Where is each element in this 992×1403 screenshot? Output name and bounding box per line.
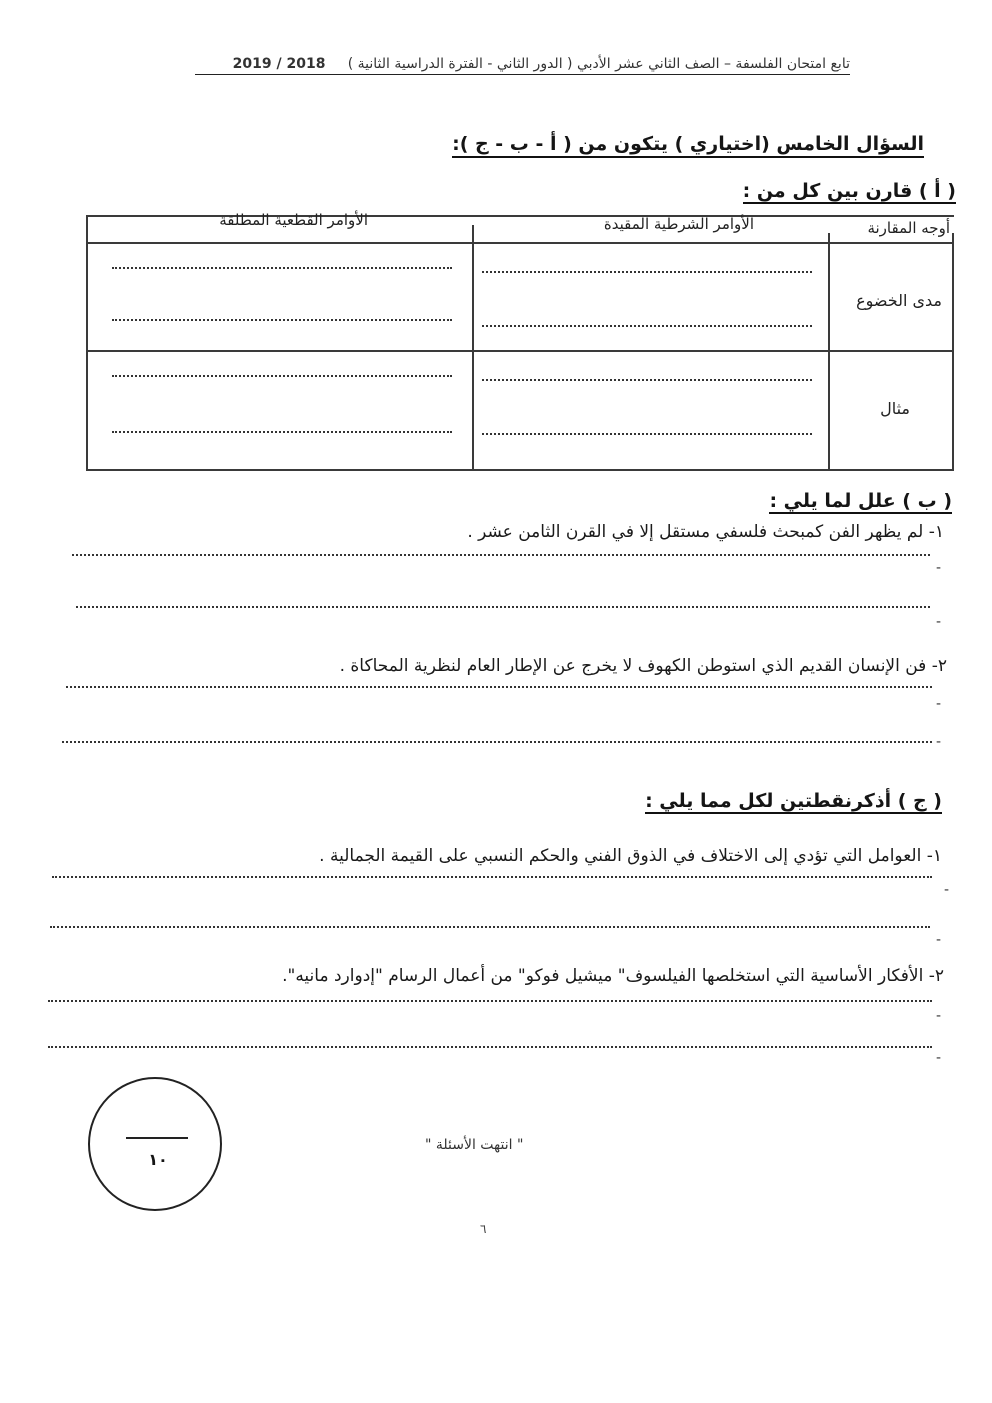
answer-line[interactable] xyxy=(482,325,812,327)
table-header-aspects: أوجه المقارنة xyxy=(867,219,950,237)
part-c-item-2: ٢- الأفكار الأساسية التي استخلصها الفيلسوف" ميشيل فوكو" من أعمال الرسام "إدوارد مانيه". xyxy=(282,966,944,986)
answer-line[interactable] xyxy=(112,375,452,377)
answer-line[interactable] xyxy=(482,433,812,435)
answer-line[interactable] xyxy=(52,876,932,878)
exam-header xyxy=(195,56,850,75)
question-5-title: السؤال الخامس (اختياري ) يتكون من ( أ - ب - ج ): xyxy=(452,133,924,158)
score-total: ١٠ xyxy=(148,1150,168,1169)
line-end-mark: - xyxy=(936,696,942,712)
part-a-heading: ( أ ) قارن بين كل من : xyxy=(742,180,956,202)
exam-header-text: تابع امتحان الفلسفة – الصف الثاني عشر الأدبي ( الدور الثاني - الفترة الدراسية الثانية ) xyxy=(347,56,850,72)
line-end-mark: - xyxy=(944,882,950,898)
page-number: ٦ xyxy=(480,1222,487,1236)
answer-line[interactable] xyxy=(112,319,452,321)
part-b-item-1: ١- لم يظهر الفن كمبحث فلسفي مستقل إلا في القرن الثامن عشر . xyxy=(467,522,944,542)
answer-line[interactable] xyxy=(66,686,932,688)
answer-line[interactable] xyxy=(48,1046,932,1048)
part-b-heading: ( ب ) علل لما يلي : xyxy=(769,490,952,512)
answer-line[interactable] xyxy=(48,1000,932,1002)
table-row-label-submission: مدى الخضوع xyxy=(856,291,942,310)
line-end-mark: - xyxy=(936,560,942,576)
line-end-mark: - xyxy=(936,1008,942,1024)
score-fraction-bar xyxy=(126,1137,188,1139)
table-header-conditional-commands: الأوامر الشرطية المقيدة xyxy=(603,215,754,233)
answer-line[interactable] xyxy=(112,267,452,269)
comparison-table xyxy=(86,211,954,471)
part-c-heading: ( ج ) أذكرنقطتين لكل مما يلي : xyxy=(645,790,942,812)
line-end-mark: - xyxy=(936,614,942,630)
answer-line[interactable] xyxy=(482,379,812,381)
answer-line[interactable] xyxy=(482,271,812,273)
line-end-mark: - xyxy=(936,1050,942,1066)
part-c-item-1: ١- العوامل التي تؤدي إلى الاختلاف في الذوق الفني والحكم النسبي على القيمة الجمالية . xyxy=(319,846,942,866)
score-circle xyxy=(88,1077,222,1211)
part-b-item-2: ٢- فن الإنسان القديم الذي استوطن الكهوف لا يخرج عن الإطار العام لنظرية المحاكاة . xyxy=(339,656,947,676)
line-end-mark: - xyxy=(936,734,942,750)
answer-line[interactable] xyxy=(50,926,930,928)
table-row-label-example: مثال xyxy=(880,399,910,418)
answer-line[interactable] xyxy=(76,606,930,608)
line-end-mark: - xyxy=(936,932,942,948)
end-of-questions: " انتهت الأسئلة " xyxy=(425,1137,524,1153)
exam-year: 2018 / 2019 xyxy=(232,56,326,72)
answer-line[interactable] xyxy=(112,431,452,433)
answer-line[interactable] xyxy=(62,741,932,743)
answer-line[interactable] xyxy=(72,554,930,556)
table-header-categorical-commands: الأوامر القطعية المطلقة xyxy=(219,211,368,229)
